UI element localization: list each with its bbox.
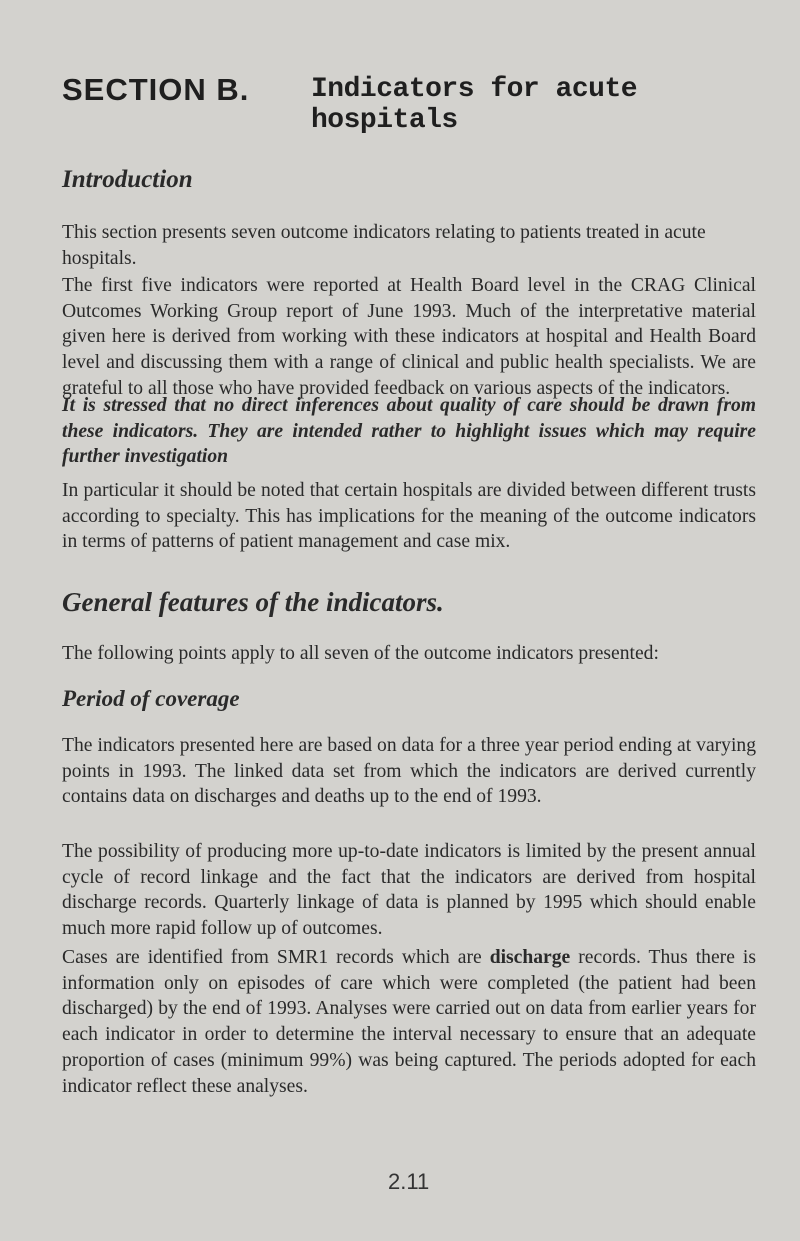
discharge-emphasis: discharge [489, 947, 571, 968]
period-paragraph-3-start: Cases are identified from SMR1 records which are [62, 947, 490, 968]
intro-paragraph-1: This section presents seven outcome indicators relating to patients treated in acute hospitals. [62, 222, 706, 269]
intro-paragraph-stressed: It is stressed that no direct inferences about quality of care should be drawn from these indicators. They are intended rather to highlight issues which may require further investigation [62, 395, 756, 468]
section-title: Indicators for acute hospitals [311, 74, 638, 136]
general-features-paragraph: The following points apply to all seven of the outcome indicators presented: [62, 643, 659, 664]
period-of-coverage-heading: Period of coverage [62, 686, 240, 711]
page-number: 2.11 [388, 1169, 430, 1194]
general-features-heading: General features of the indicators. [62, 587, 444, 617]
period-paragraph-3 [62, 945, 756, 1099]
section-header [62, 72, 782, 136]
introduction-heading: Introduction [62, 166, 193, 193]
intro-paragraph-3: In particular it should be noted that certain hospitals are divided between different trusts according to specialty. This has implications for the meaning of the outcome indicators in terms of patterns of patient management and case mix. [62, 480, 756, 553]
section-label: SECTION B. [62, 72, 250, 107]
period-paragraph-2: The possibility of producing more up-to-date indicators is limited by the present annual cycle of record linkage and the fact that the indicators are derived from hospital discharge records. Quarterly linkage of data is planned by 1995 which should enable much more rapid follow up of outcomes. [62, 841, 756, 940]
period-paragraph-1: The indicators presented here are based on data for a three year period ending at varying points in 1993. The linked data set from which the indicators are derived currently contains data on discharges and deaths up to the end of 1993. [62, 735, 756, 808]
period-paragraph-3-end: records. Thus there is information only on episodes of care which were completed (the patient had been discharged) by the end of 1993. Analyses were carried out on data from earlier years for each indicator in order to determine the interval necessary to ensure that an adequate proportion of cases (minimum 99%) was being captured. The periods adopted for each indicator reflect these analyses. [62, 947, 756, 1097]
intro-paragraph-2: The first five indicators were reported at Health Board level in the CRAG Clinical Outcomes Working Group report of June 1993. Much of the interpretative material given here is derived from working with these indicators at hospital and Health Board level and discussing them with a range of clinical and public health specialists. We are grateful to all those who have provided feedback on various aspects of the indicators. [62, 275, 756, 399]
